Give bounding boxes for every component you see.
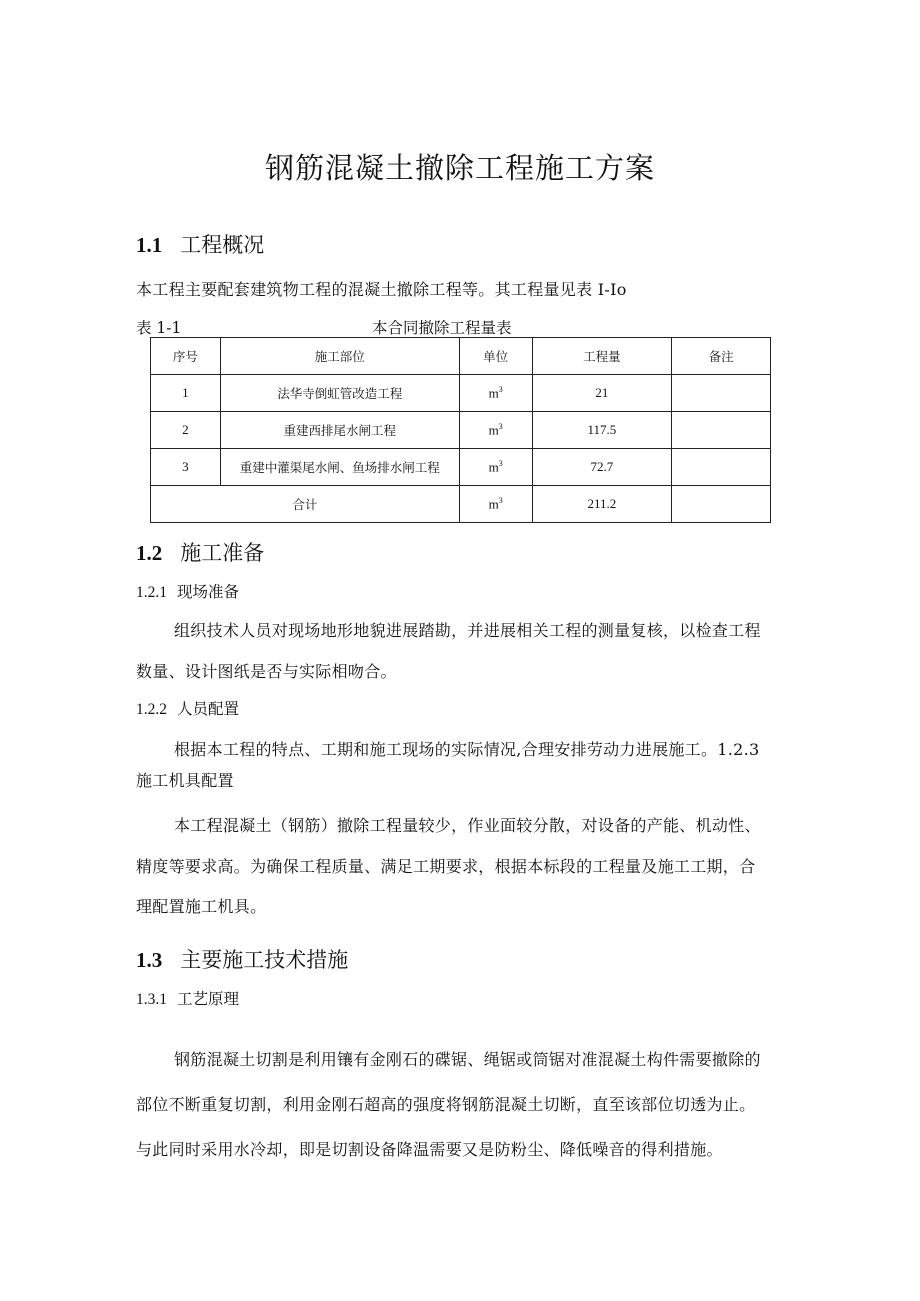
row-quantity: 21 [532,375,672,412]
section-number: 1.2 [136,541,163,565]
table-caption: 本合同撤除工程量表 [372,319,512,337]
paragraph-line: 精度等要求高。为确保工程质量、满足工期要求，根据本标段的工程量及施工工期，合 [136,857,756,876]
table-header-row [151,338,771,375]
subsection-heading-1-3-1 [136,987,239,1009]
total-label: 合计 [151,486,460,523]
row-note [672,375,771,412]
paragraph-line: 数量、设计图纸是否与实际相吻合。 [136,662,397,681]
table-total-row [151,486,771,523]
header-cell: 序号 [151,338,221,375]
subsection-heading-1-2-2 [136,697,239,719]
row-note [672,449,771,486]
section-heading-1-2 [136,537,264,567]
subsection-number: 1.2.2 [136,701,167,718]
quantity-table [150,337,771,523]
subsection-title: 现场准备 [177,583,240,601]
row-unit: $m^3$ [459,412,532,449]
table-row [151,375,771,412]
paragraph-line: 施工机具配置 [136,771,234,790]
row-number: 3 [151,449,221,486]
row-note [672,412,771,449]
paragraph-overview: 本工程主要配套建筑物工程的混凝土撤除工程等。其工程量见表 I-Io [136,280,627,299]
header-cell: 备注 [672,338,771,375]
row-quantity: 117.5 [532,412,672,449]
section-title: 施工准备 [180,541,265,565]
header-cell: 工程量 [532,338,672,375]
document-title: 钢筋混凝土撤除工程施工方案 [264,151,655,185]
paragraph-line: 理配置施工机具。 [136,897,267,916]
row-quantity: 72.7 [532,449,672,486]
paragraph-line: 部位不断重复切割，利用金刚石超高的强度将钢筋混凝土切断，直至该部位切透为止。 [136,1095,756,1114]
paragraph-line: 钢筋混凝土切割是利用镶有金刚石的碟锯、绳锯或筒锯对准混凝土构件需要撤除的 [174,1050,761,1069]
row-number: 1 [151,375,221,412]
table-row [151,449,771,486]
header-cell: 施工部位 [220,338,459,375]
section-heading-1-1 [136,229,264,259]
row-unit: $m^3$ [459,449,532,486]
header-cell: 单位 [459,338,532,375]
subsection-heading-1-2-1 [136,580,239,602]
row-number: 2 [151,412,221,449]
total-quantity: 211.2 [532,486,672,523]
row-part: 法华寺倒虹管改造工程 [220,375,459,412]
table-row [151,412,771,449]
section-number: 1.3 [136,948,163,972]
subsection-number: 1.2.1 [136,584,167,601]
table-label: 表 1-1 [136,319,182,337]
paragraph-line: 根据本工程的特点、工期和施工现场的实际情况,合理安排劳动力进展施工。1.2.3 [174,740,760,759]
total-note [672,486,771,523]
paragraph-line: 组织技术人员对现场地形地貌进展踏勘，并进展相关工程的测量复核，以检查工程 [174,621,761,640]
row-part: 重建中灌渠尾水闸、鱼场排水闸工程 [220,449,459,486]
row-unit: $m^3$ [459,375,532,412]
section-number: 1.1 [136,233,163,257]
section-title: 工程概况 [180,233,265,257]
subsection-number: 1.3.1 [136,991,167,1008]
paragraph-line: 与此同时采用水冷却，即是切割设备降温需要又是防粉尘、降低噪音的得利措施。 [136,1140,723,1159]
subsection-title: 工艺原理 [177,990,240,1008]
section-heading-1-3 [136,944,348,974]
section-title: 主要施工技术措施 [180,948,349,972]
subsection-title: 人员配置 [177,700,240,718]
paragraph-line: 本工程混凝土（钢筋）撤除工程量较少，作业面较分散，对设备的产能、机动性、 [174,816,761,835]
total-unit: $m^3$ [459,486,532,523]
row-part: 重建西排尾水闸工程 [220,412,459,449]
